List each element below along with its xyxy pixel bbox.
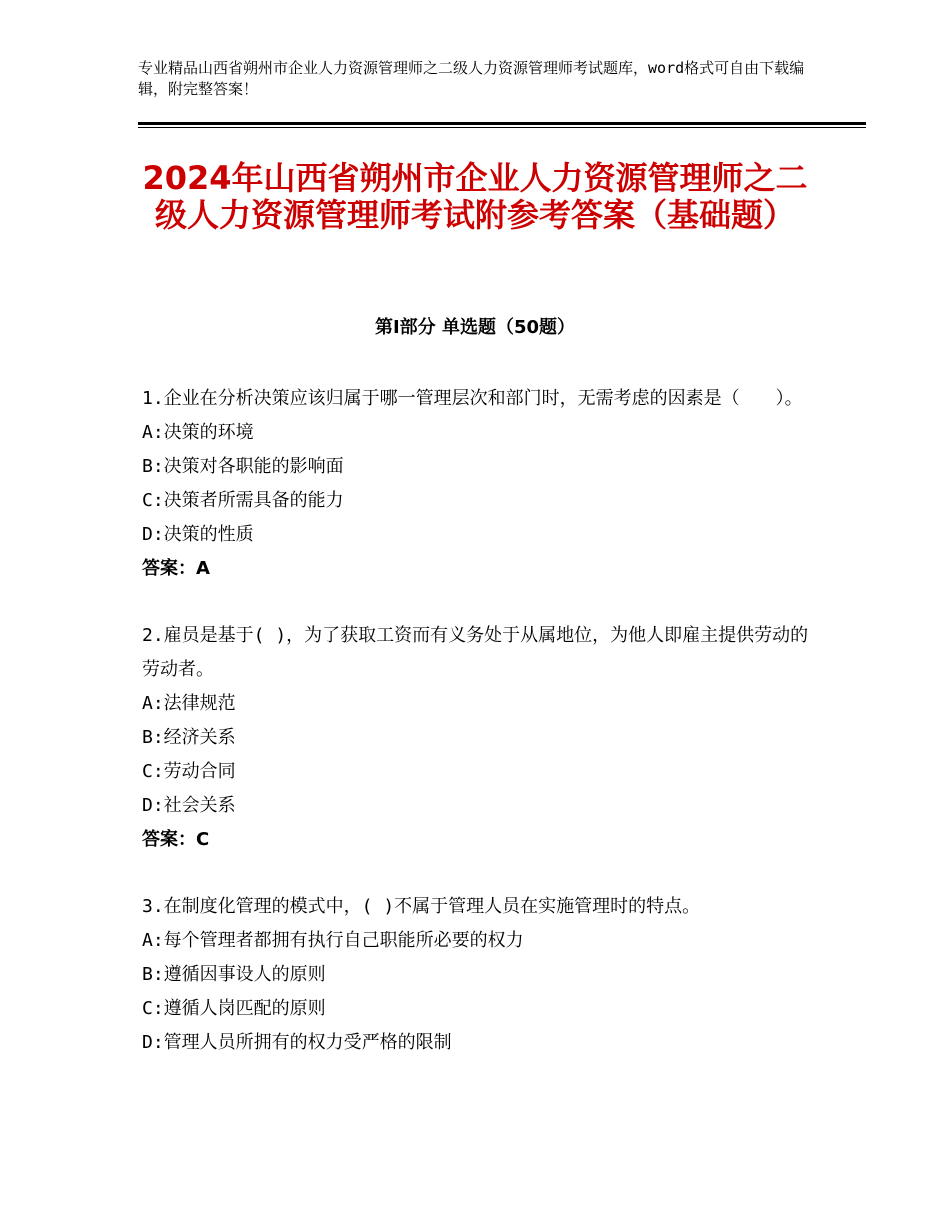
question-2 xyxy=(142,619,822,857)
question-list xyxy=(142,382,822,1093)
option-a: A:每个管理者都拥有执行自己职能所必要的权力 xyxy=(142,930,524,951)
answer-label: 答案：A xyxy=(142,558,210,579)
header-divider-thick xyxy=(138,122,866,125)
section-title: 第Ⅰ部分 单选题（50题） xyxy=(374,317,575,338)
question-3 xyxy=(142,890,822,1060)
question-text: 2.雇员是基于( )，为了获取工资而有义务处于从属地位，为他人即雇主提供劳动的劳动者。 xyxy=(142,625,809,680)
header-divider-thin xyxy=(138,127,866,128)
option-b: B:经济关系 xyxy=(142,727,236,748)
document-title: 2024年山西省朔州市企业人力资源管理师之二级人力资源管理师考试附参考答案（基础题） xyxy=(142,159,808,234)
option-d: D:社会关系 xyxy=(142,795,236,816)
option-c: C:劳动合同 xyxy=(142,761,236,782)
option-c: C:遵循人岗匹配的原则 xyxy=(142,998,326,1019)
option-b: B:决策对各职能的影响面 xyxy=(142,456,344,477)
option-c: C:决策者所需具备的能力 xyxy=(142,490,344,511)
header-note: 专业精品山西省朔州市企业人力资源管理师之二级人力资源管理师考试题库，word格式可自由下载编辑，附完整答案！ xyxy=(138,59,805,98)
question-text: 1.企业在分析决策应该归属于哪一管理层次和部门时，无需考虑的因素是（ ）。 xyxy=(142,388,803,409)
option-b: B:遵循因事设人的原则 xyxy=(142,964,326,985)
question-1 xyxy=(142,382,822,586)
option-a: A:法律规范 xyxy=(142,693,236,714)
option-d: D:决策的性质 xyxy=(142,524,254,545)
option-d: D:管理人员所拥有的权力受严格的限制 xyxy=(142,1032,452,1053)
question-text: 3.在制度化管理的模式中，( )不属于管理人员在实施管理时的特点。 xyxy=(142,896,701,917)
answer-label: 答案：C xyxy=(142,829,210,850)
option-a: A:决策的环境 xyxy=(142,422,254,443)
